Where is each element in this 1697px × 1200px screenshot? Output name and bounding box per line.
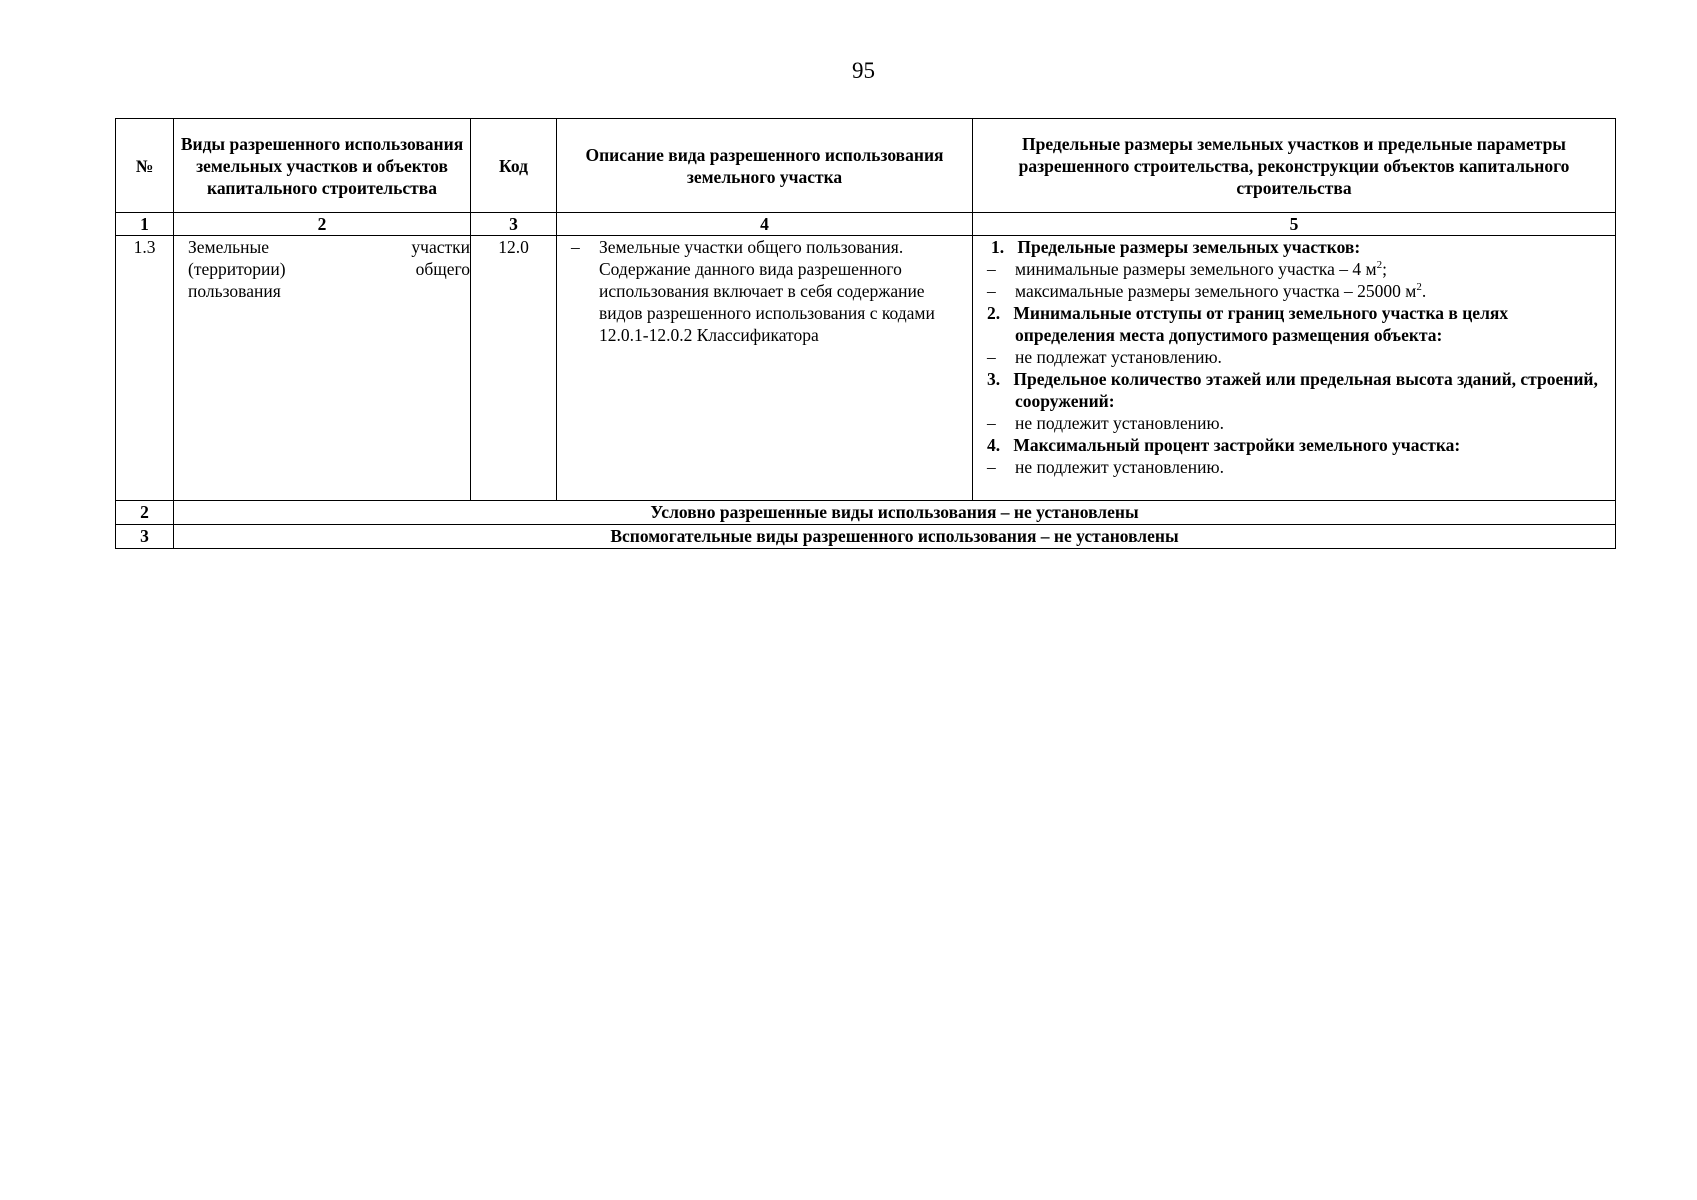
use-type-text: пользования (188, 281, 281, 301)
column-number: 4 (557, 213, 973, 236)
auxiliary-uses-text: Вспомогательные виды разрешенного использования – не установлены (174, 525, 1616, 549)
param-item: – минимальные размеры земельного участка – 4 $м^2$; (987, 259, 1387, 279)
use-type-line (188, 258, 470, 280)
table-header-row (116, 119, 1616, 213)
header-types: Виды разрешенного использования земельных участков и объектов капитального строительства (174, 119, 471, 213)
dash-marker: – (571, 237, 580, 257)
column-number: 5 (973, 213, 1616, 236)
table-row (116, 525, 1616, 549)
code-cell: 12.0 (471, 236, 557, 501)
header-description: Описание вида разрешенного использования земельного участка (557, 119, 973, 213)
row-number: 1.3 (116, 236, 174, 501)
header-code: Код (471, 119, 557, 213)
param-item: – не подлежат установлению. (987, 347, 1222, 367)
use-type-text: участки (411, 237, 470, 257)
use-type-text: общего (415, 259, 470, 279)
use-type-text: Земельные (188, 237, 269, 257)
permitted-use-table (115, 118, 1616, 549)
column-number: 2 (174, 213, 471, 236)
column-number: 3 (471, 213, 557, 236)
table-row (116, 236, 1616, 501)
column-number-row (116, 213, 1616, 236)
column-number: 1 (116, 213, 174, 236)
param-heading: 1. Предельные размеры земельных участков: (991, 237, 1361, 257)
use-type-line (188, 236, 470, 258)
row-number: 2 (116, 501, 174, 525)
use-type-cell (174, 236, 471, 501)
limits-cell (973, 236, 1616, 501)
param-heading: 4. Максимальный процент застройки земельного участка: (987, 435, 1461, 455)
param-heading: 2. Минимальные отступы от границ земельного участка в целях определения места допустимого размещения объекта: (987, 303, 1509, 345)
use-type-text: (территории) (188, 259, 286, 279)
param-item: – не подлежит установлению. (987, 413, 1224, 433)
header-limits: Предельные размеры земельных участков и предельные параметры разрешенного строительства, реконструкции объектов капитального строительства (973, 119, 1616, 213)
description-text: Земельные участки общего пользования. Содержание данного вида разрешенного использования включает в себя содержание видов разрешенного использования с кодами 12.0.1-12.0.2 Классификатора (599, 237, 935, 345)
page-number: 95 (852, 58, 875, 83)
table-row (116, 501, 1616, 525)
row-number: 3 (116, 525, 174, 549)
param-heading: 3. Предельное количество этажей или предельная высота зданий, строений, сооружений: (987, 369, 1598, 411)
param-item: – не подлежит установлению. (987, 457, 1224, 477)
description-cell (557, 236, 973, 501)
conditional-uses-text: Условно разрешенные виды использования – не установлены (174, 501, 1616, 525)
param-item: – максимальные размеры земельного участка – 25000 $м^2$. (987, 281, 1427, 301)
header-num: № (116, 119, 174, 213)
